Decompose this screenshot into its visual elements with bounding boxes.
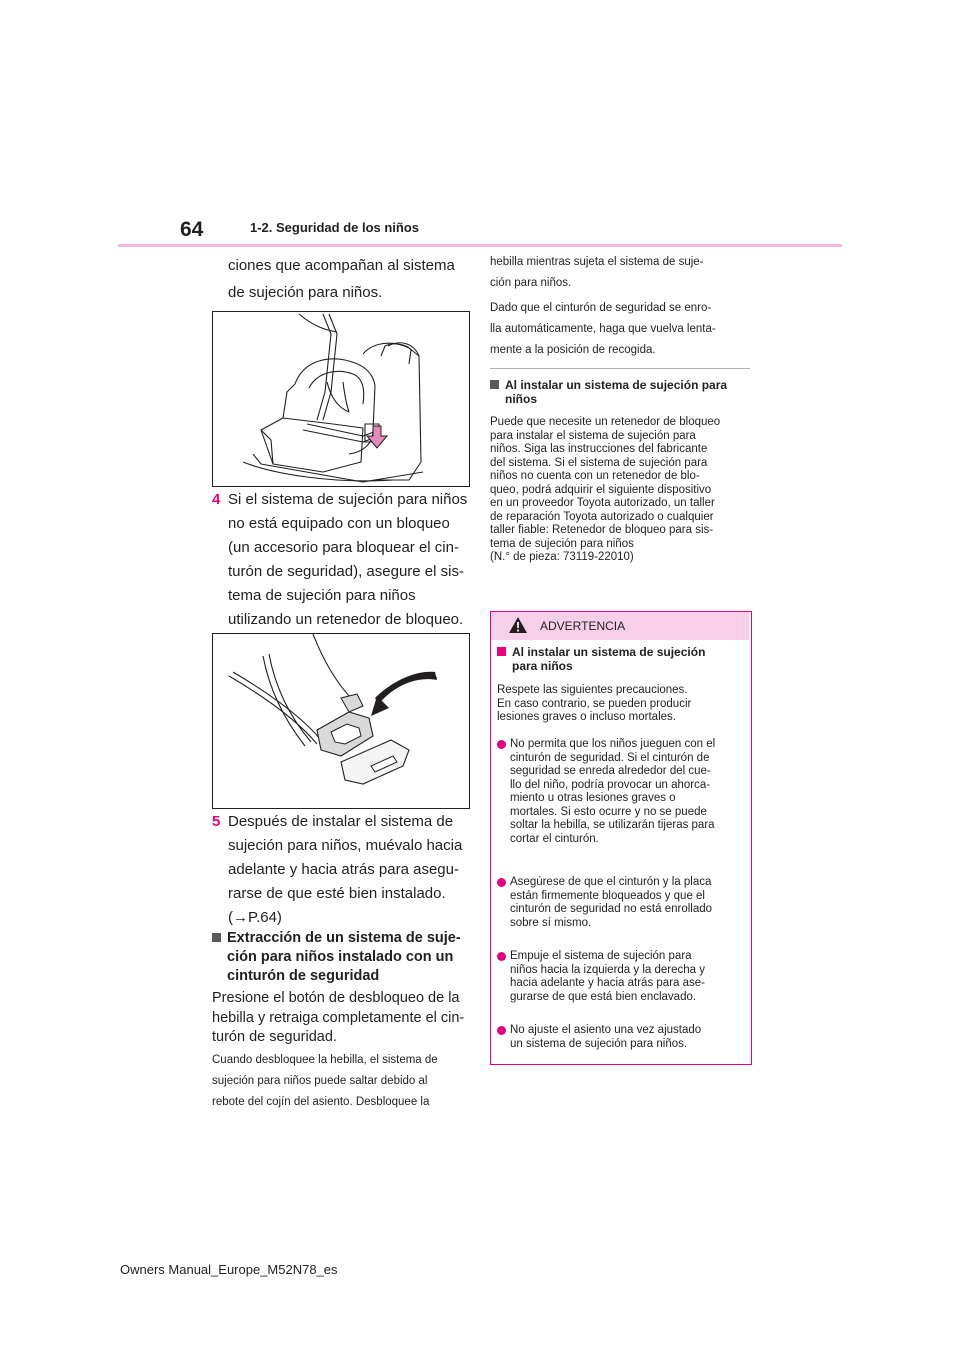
step-line: tema de sujeción para niños xyxy=(228,587,416,604)
step-line: turón de seguridad), asegure el sis- xyxy=(228,563,464,580)
section-title: 1-2. Seguridad de los niños xyxy=(250,220,420,235)
note-line: lla automáticamente, haga que vuelva lenta- xyxy=(490,323,716,335)
warning-label: ADVERTENCIA xyxy=(540,619,626,633)
subhead-line: ción para niños instalado con un xyxy=(227,949,454,965)
bullet-line: cinturón de seguridad no está enrollado xyxy=(510,903,713,915)
bullet-line: Empuje el sistema de sujeción para xyxy=(510,950,692,962)
step-line: no está equipado con un bloqueo xyxy=(228,515,450,532)
header-rule xyxy=(118,244,842,247)
subhead-line: Al instalar un sistema de sujeción xyxy=(497,645,745,659)
warning-bullet xyxy=(497,950,745,1004)
warning-heading xyxy=(497,645,745,673)
locking-clip-figure xyxy=(212,633,470,809)
body-line: tema de sujeción para niños xyxy=(490,537,634,550)
body-line: de reparación Toyota autorizado o cualquier xyxy=(490,510,714,523)
intro-text xyxy=(212,254,468,305)
body-line: del sistema. Si el sistema de sujeción para xyxy=(490,456,708,469)
removal-body xyxy=(212,989,474,1048)
note-line: sujeción para niños puede saltar debido al xyxy=(212,1075,428,1087)
retract-note xyxy=(490,298,750,361)
divider xyxy=(490,368,750,369)
bullet-line: están firmemente bloqueados y que el xyxy=(510,889,705,902)
warning-bullet xyxy=(497,876,745,930)
child-seat-illustration xyxy=(213,312,469,486)
body-line: taller fiable: Retenedor de bloqueo para sis- xyxy=(490,524,714,536)
warning-bullet xyxy=(497,1024,745,1051)
bullet-line: miento u otras lesiones graves o xyxy=(510,792,676,804)
step-line: utilizando un retenedor de bloqueo. xyxy=(228,611,464,628)
bullet-line: No permita que los niños jueguen con el xyxy=(510,738,716,750)
bullet-line: mortales. Si esto ocurre y no se puede xyxy=(510,805,707,818)
bullet-line: seguridad se enreda alrededor del cue- xyxy=(510,765,711,777)
warning-triangle-icon xyxy=(508,616,528,634)
intro-line: de sujeción para niños. xyxy=(228,284,383,301)
child-seat-figure xyxy=(212,311,470,487)
note-line: Dado que el cinturón de seguridad se enro- xyxy=(490,302,712,314)
step-5 xyxy=(212,810,474,930)
note-line: rebote del cojín del asiento. Desbloquee la xyxy=(212,1096,430,1108)
body-line: Presione el botón de desbloqueo de la xyxy=(212,990,460,1006)
install-heading xyxy=(490,378,750,406)
page-number: 64 xyxy=(180,218,204,241)
body-line: niños. Siga las instrucciones del fabricante xyxy=(490,443,708,455)
subhead-line: niños xyxy=(505,392,537,406)
subhead-line: cinturón de seguridad xyxy=(227,968,380,984)
body-line: En caso contrario, se pueden producir xyxy=(497,697,692,710)
square-bullet-icon xyxy=(212,933,221,942)
install-body xyxy=(490,416,750,565)
removal-heading xyxy=(212,929,474,986)
body-line: lesiones graves o incluso mortales. xyxy=(497,711,676,723)
removal-note xyxy=(212,1050,474,1113)
square-bullet-icon xyxy=(490,380,499,389)
round-bullet-icon xyxy=(497,740,506,749)
bullet-line: gurarse de que está bien enclavado. xyxy=(510,990,697,1003)
bullet-line: un sistema de sujeción para niños. xyxy=(510,1037,688,1050)
warning-intro xyxy=(497,684,745,725)
step-line: adelante y hacia atrás para asegu- xyxy=(228,861,459,878)
body-line: hebilla y retraiga completamente el cin- xyxy=(212,1009,465,1026)
step-line: rarse de que esté bien instalado. xyxy=(228,885,446,902)
body-line: para instalar el sistema de sujeción para xyxy=(490,429,696,442)
body-line: Respete las siguientes precauciones. xyxy=(497,684,688,696)
body-line: en un proveedor Toyota autorizado, un taller xyxy=(490,497,715,509)
warning-bullet xyxy=(497,738,745,846)
round-bullet-icon xyxy=(497,952,506,961)
round-bullet-icon xyxy=(497,1026,506,1035)
bullet-line: niños hacia la izquierda y la derecha y xyxy=(510,963,705,976)
note-line: mente a la posición de recogida. xyxy=(490,344,656,356)
round-bullet-icon xyxy=(497,878,506,887)
locking-clip-illustration xyxy=(213,634,469,808)
step-number: 5 xyxy=(212,813,221,830)
note-line: ción para niños. xyxy=(490,277,572,289)
step-4 xyxy=(212,488,474,632)
note-line: Cuando desbloquee la hebilla, el sistema de xyxy=(212,1054,438,1066)
bullet-line: hacia adelante y hacia atrás para ase- xyxy=(510,977,705,989)
bullet-line: sobre sí mismo. xyxy=(510,916,592,929)
subhead-line: Al instalar un sistema de sujeción para xyxy=(490,378,750,392)
footer-text: Owners Manual_Europe_M52N78_es xyxy=(120,1262,338,1277)
step-line: (un accesorio para bloquear el cin- xyxy=(228,539,459,556)
step-text: Después de instalar el sistema de xyxy=(228,813,454,830)
bullet-line: llo del niño, podría provocar un ahorca- xyxy=(510,778,711,791)
step-line: (→P.64) xyxy=(228,909,282,926)
step-number: 4 xyxy=(212,491,221,508)
intro-line: ciones que acompañan al sistema xyxy=(228,257,455,274)
body-line: niños no cuenta con un retenedor de blo- xyxy=(490,470,700,482)
body-line: queo, podrá adquirir el siguiente dispositivo xyxy=(490,483,712,496)
step-text: Si el sistema de sujeción para niños xyxy=(228,491,468,508)
body-line: Puede que necesite un retenedor de bloqueo xyxy=(490,416,721,428)
step-line xyxy=(212,810,474,834)
bullet-line: cortar el cinturón. xyxy=(510,832,599,845)
continued-note xyxy=(490,252,750,294)
bullet-line: soltar la hebilla, se utilizarán tijeras para xyxy=(510,819,715,831)
body-line: (N.° de pieza: 73119-22010) xyxy=(490,551,634,563)
body-line: turón de seguridad. xyxy=(212,1029,337,1045)
note-line: hebilla mientras sujeta el sistema de suje- xyxy=(490,256,704,268)
subhead-line: para niños xyxy=(512,659,573,673)
bullet-line: Asegúrese de que el cinturón y la placa xyxy=(510,876,712,888)
bullet-line: cinturón de seguridad. Si el cinturón de xyxy=(510,751,710,764)
subhead-line: Extracción de un sistema de suje- xyxy=(212,929,474,948)
step-line xyxy=(212,488,474,512)
square-bullet-icon xyxy=(497,647,506,656)
step-line: sujeción para niños, muévalo hacia xyxy=(228,837,463,854)
bullet-line: No ajuste el asiento una vez ajustado xyxy=(510,1024,702,1036)
